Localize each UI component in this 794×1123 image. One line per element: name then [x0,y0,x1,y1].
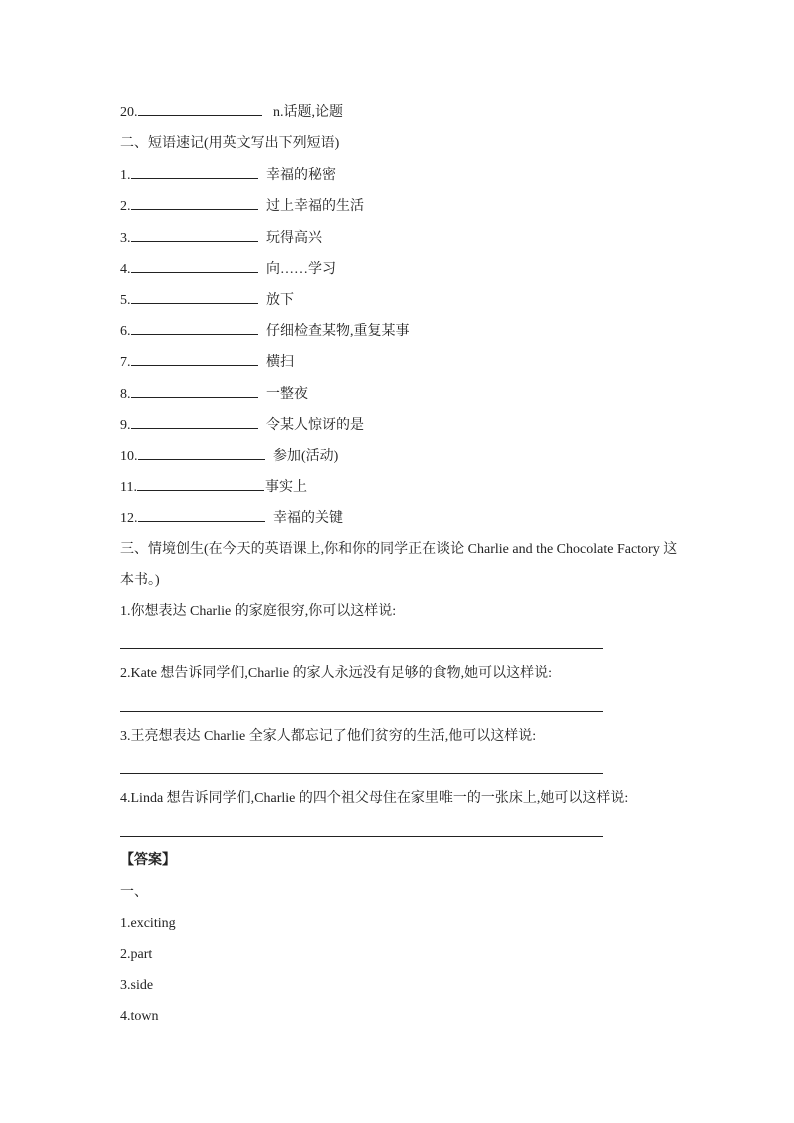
item-number: 12. [120,511,138,526]
answer-line[interactable] [120,711,603,712]
answer-blank[interactable] [131,229,258,242]
phrase-item [120,166,336,185]
item-number: 11. [120,480,137,495]
answers-heading: 【答案】 [120,853,176,868]
section-title: 二、短语速记(用英文写出下列短语) [120,136,340,151]
item-number: 1. [120,168,131,183]
vocab-item [120,103,343,122]
item-meaning: 过上幸福的生活 [262,199,364,214]
item-number: 4. [120,262,131,277]
answer-line[interactable] [120,648,603,649]
answer-blank[interactable] [138,103,262,116]
item-meaning: 玩得高兴 [262,231,322,246]
section-title: 三、情境创生(在今天的英语课上,你和你的同学正在谈论 Charlie and the Chocolate Factory 这本书。) [120,542,678,588]
answer-item: 2.part [120,947,153,962]
question-text: 1.你想表达 Charlie 的家庭很穷,你可以这样说: [120,604,397,619]
answer-item: 4.town [120,1009,159,1024]
phrase-item [120,353,294,372]
item-number: 9. [120,418,131,433]
answer-item: 3.side [120,978,154,993]
phrase-item [120,197,364,216]
question-text: 2.Kate 想告诉同学们,Charlie 的家人永远没有足够的食物,她可以这样说: [120,666,553,681]
answers-part-label: 一、 [120,885,148,900]
answer-blank[interactable] [131,353,258,366]
item-number: 2. [120,199,131,214]
answer-blank[interactable] [131,260,258,273]
item-number: 10. [120,449,138,464]
phrase-item [120,447,338,466]
item-meaning: 令某人惊讶的是 [262,418,364,433]
question-text: 4.Linda 想告诉同学们,Charlie 的四个祖父母住在家里唯一的一张床上,她可以这样说: [120,791,629,806]
phrase-item [120,385,308,404]
phrase-item [120,509,343,528]
answer-blank[interactable] [138,447,265,460]
item-meaning: 幸福的关键 [269,511,343,526]
answer-line[interactable] [120,836,603,837]
item-number: 5. [120,293,131,308]
answer-blank[interactable] [131,291,258,304]
item-meaning: 放下 [262,293,294,308]
item-meaning: 仔细检查某物,重复某事 [262,324,410,339]
item-meaning: 幸福的秘密 [262,168,336,183]
phrase-item [120,478,307,497]
item-number: 20. [120,105,138,120]
item-meaning: n.话题,论题 [269,105,343,120]
item-meaning: 参加(活动) [269,449,339,464]
phrase-item [120,322,410,341]
item-meaning: 事实上 [264,480,307,495]
answer-blank[interactable] [131,166,258,179]
phrase-item [120,291,294,310]
item-meaning: 横扫 [262,355,294,370]
answer-blank[interactable] [137,478,264,491]
item-number: 3. [120,231,131,246]
item-number: 7. [120,355,131,370]
question-text: 3.王亮想表达 Charlie 全家人都忘记了他们贫穷的生活,他可以这样说: [120,729,537,744]
item-meaning: 一整夜 [262,387,308,402]
answer-blank[interactable] [138,509,265,522]
answer-line[interactable] [120,773,603,774]
answer-blank[interactable] [131,385,258,398]
phrase-item [120,260,336,279]
answer-blank[interactable] [131,197,258,210]
item-number: 6. [120,324,131,339]
answer-blank[interactable] [131,322,258,335]
answer-blank[interactable] [131,416,258,429]
phrase-item [120,416,364,435]
item-meaning: 向……学习 [262,262,336,277]
answer-item: 1.exciting [120,916,176,931]
phrase-item [120,229,322,248]
item-number: 8. [120,387,131,402]
